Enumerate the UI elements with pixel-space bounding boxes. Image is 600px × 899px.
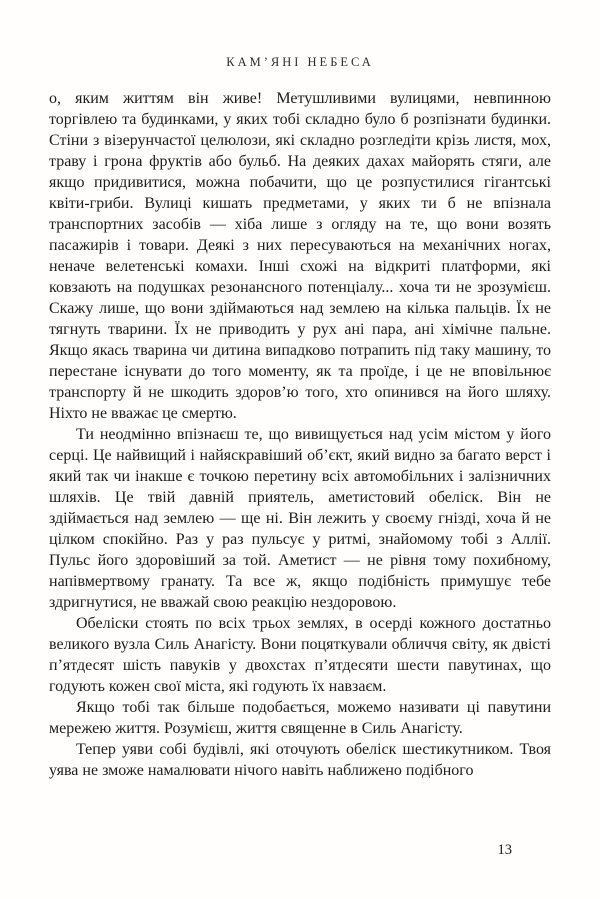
running-header: КАМ’ЯНІ НЕБЕСА bbox=[226, 55, 374, 69]
paragraph: Якщо тобі так більше подобається, можемо називати ці павутини мережею життя. Розумієш, життя священне в Силь Анагісту. bbox=[49, 699, 551, 737]
paragraph: Обеліски стоять по всіх трьох землях, в осерді кожного достатньо великого вузла Силь Анагісту. Вони поцяткували обличчя світу, як двісті п’ятдесят шість павуків у двохстах п’ятдесяти шести павутинах, що годують кожен свої міста, які годують їх навзаєм. bbox=[49, 615, 551, 695]
page-number: 13 bbox=[497, 842, 512, 858]
paragraph: Ти неодмінно впізнаєш те, що вивищується над усім містом у його серці. Це найвищий і найяскравіший об’єкт, який видно за багато верст і який так чи інакше є точкою перетину всіх автомобільних і залізничних шляхів. Це твій давній приятель, аметистовий обеліск. Він не здіймається над землею — ще ні. Він лежить у своєму гнізді, хоча й не цілком спокійно. Раз у раз пульсує у ритмі, знайомому тобі з Аллії. Пульс його здоровіший за той. Аметист — не рівня тому похибному, напівмертвому гранату. Та все ж, якщо подібність примушує тебе здригнутися, не вважай свою реакцію нездоровою. bbox=[49, 426, 551, 611]
body-text bbox=[49, 88, 551, 781]
paragraph: Тепер уяви собі будівлі, які оточують обеліск шестикутником. Твоя уява не зможе намалювати нічого навіть наближено подібного bbox=[49, 741, 551, 779]
paragraph: о, яким життям він живе! Метушливими вулицями, невпинною торгівлею та будинками, у яких тобі складно було б розпізнати будинки. Стіни з візерунчастої целюлози, які складно розгледіти крізь листя, мох, траву і грона фруктів або бульб. На деяких дахах майорять стяги, але якщо придивитися, можна побачити, що це розпустилися гігантські квіти-гриби. Вулиці кишать предметами, у яких ти б не впізнала транспортних засобів — хіба лише з огляду на те, що вони возять пасажирів і товари. Деякі з них пересуваються на механічних ногах, неначе велетенські комахи. Інші схожі на відкриті платформи, які ковзають на подушках резонансного потенціалу... хоча ти не зрозумієш. Скажу лише, що вони здіймаються над землею на кілька пальців. Їх не тягнуть тварини. Їх не приводить у рух ані пара, ані хімічне пальне. Якщо якась тварина чи дитина випадково потрапить під таку машину, то перестане існувати до того моменту, як та проїде, і це не вповільнює транспорту й не шкодить здоров’ю того, хто опинився на його шляху. Ніхто не вважає це смертю. bbox=[49, 90, 551, 422]
